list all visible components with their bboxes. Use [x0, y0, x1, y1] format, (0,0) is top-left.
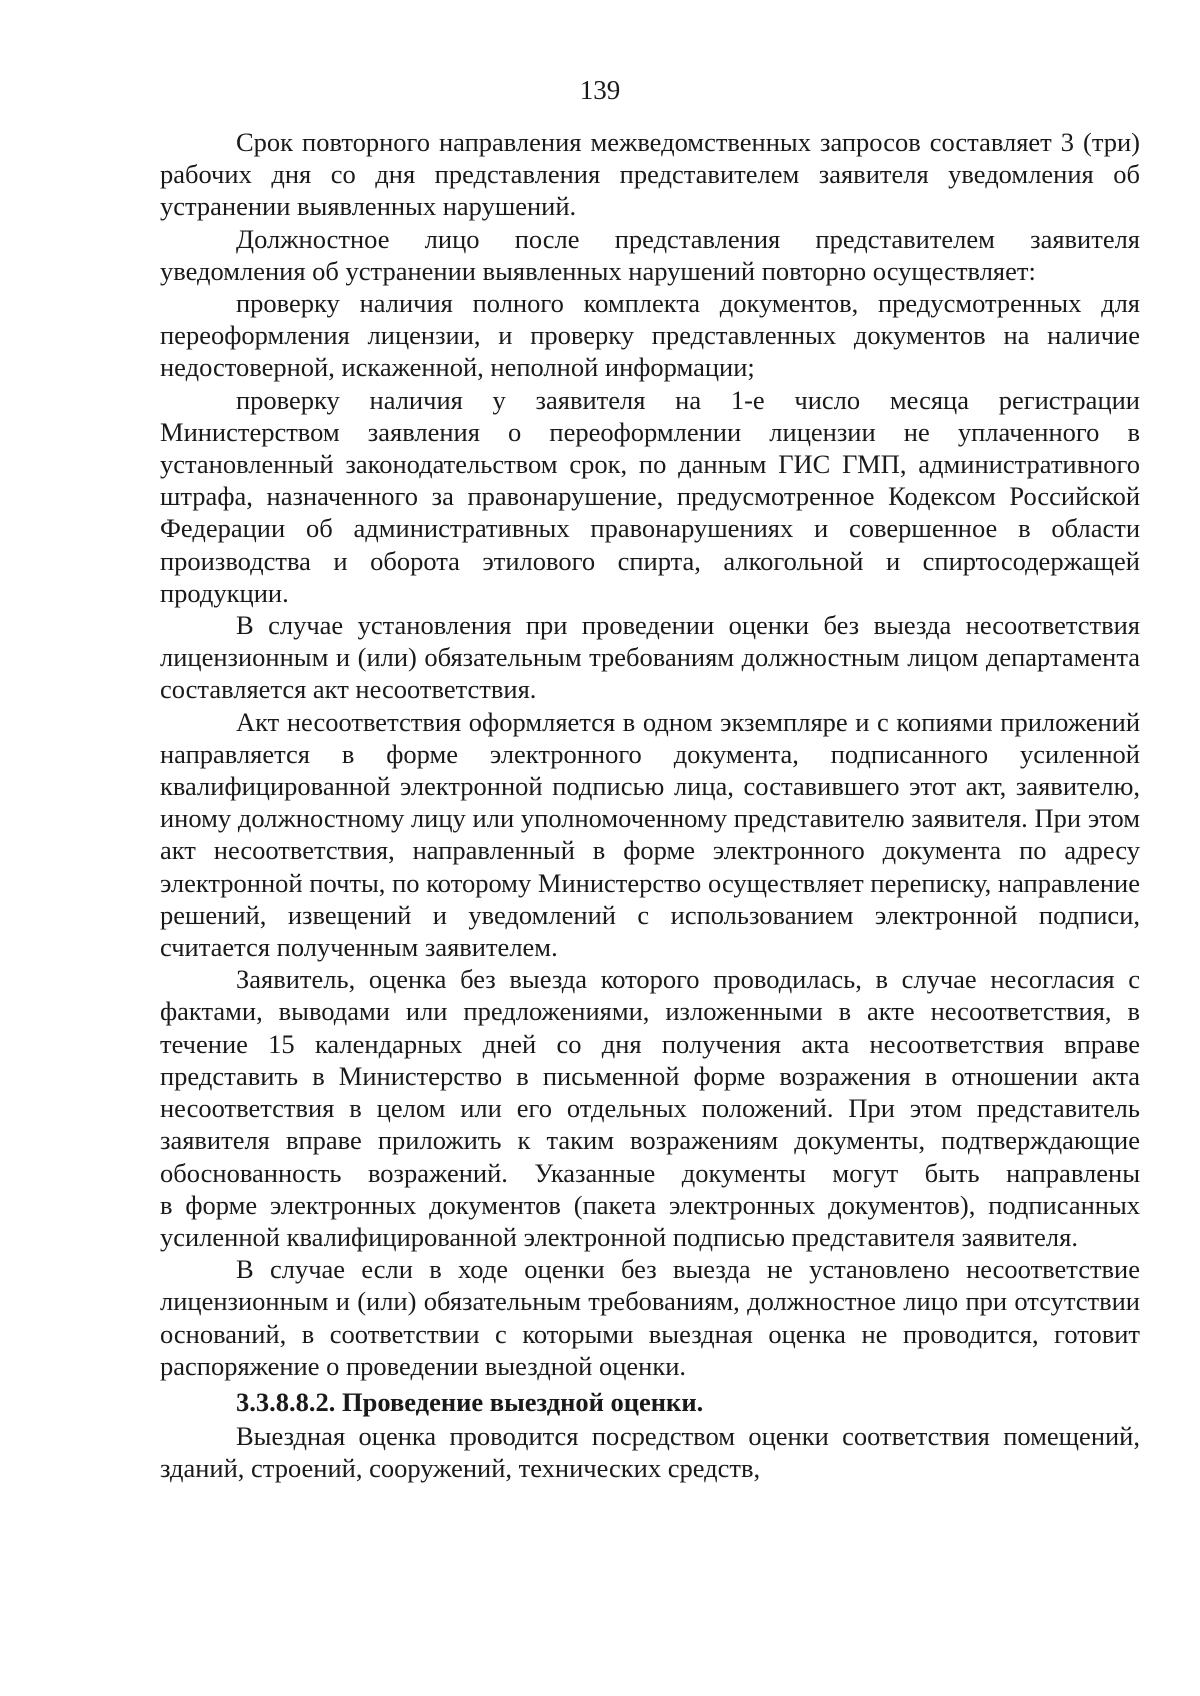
paragraph-applicant-objections: Заявитель, оценка без выезда которого проводилась, в случае несогласия с фактами, выводами или предложениями, изложенными в акте несоответствия, в течение 15 календарных дней со дня получения акта несоответствия вправе представить в Министерство в письменной форме возражения в отношении акта несоответствия в целом или его отдельных положений. При этом представитель заявителя вправе приложить к таким возражениям документы, подтверждающие обоснованность возражений. Указанные документы могут быть направлены: [160, 964, 1140, 1188]
paragraph-requery-deadline: Срок повторного направления межведомственных запросов составляет 3 (три) рабочих дня со дня представления представителем заявителя уведомления об устранении выявленных нарушений.: [160, 127, 1140, 222]
document-body: [160, 126, 1140, 1485]
paragraph-act-delivery: Акт несоответствия оформляется в одном экземпляре и с копиями приложений направляется в форме электронного документа, подписанного усиленной квалифицированной электронной подписью лица, составившего этот акт, заявителю, иному должностному лицу или уполномоченному представителю заявителя. При этом акт несоответствия, направленный в форме электронного документа по адресу электронной почты, по которому Министерство осуществляет переписку, направление решений, извещений и уведомлений с использованием электронной подписи, считается полученным заявителем.: [160, 706, 1140, 963]
paragraph-official-rechecks: Должностное лицо после представления представителем заявителя уведомления об устранении выявленных нарушений повторно осуществляет:: [160, 223, 1140, 286]
paragraph-onsite-assessment: Выездная оценка проводится посредством оценки соответствия помещений, зданий, строений, сооружений, технических средств,: [160, 1421, 1140, 1484]
page-number: 139: [579, 75, 621, 105]
paragraph-check-fines: проверку наличия у заявителя на 1-е число месяца регистрации Министерством заявления о переоформлении лицензии не уплаченного в установленный законодательством срок, по данным ГИС ГМП, административного штрафа, назначенного за правонарушение, предусмотренное Кодексом Российской Федерации об административных правонарушениях и совершенное в области производства и оборота этилового спирта, алкогольной и спиртосодержащей продукции.: [160, 384, 1140, 608]
section-heading: 3.3.8.8.2. Проведение выездной оценки.: [236, 1386, 704, 1417]
paragraph-check-documents: проверку наличия полного комплекта документов, предусмотренных для переоформления лицензии, и проверку представленных документов на наличие недостоверной, искаженной, неполной информации;: [160, 288, 1140, 383]
paragraph-onsite-order: В случае если в ходе оценки без выезда не установлено несоответствие лицензионным и (или) обязательным требованиям, должностное лицо при отсутствии оснований, в соответствии с которыми выездная оценка не проводится, готовит распоряжение о проведении выездной оценки.: [160, 1254, 1140, 1381]
paragraph-objections-electronic: в форме электронных документов (пакета электронных документов), подписанных усиленной квалифицированной электронной подписью представителя заявителя.: [160, 1189, 1140, 1252]
paragraph-nonconformity-act: В случае установления при проведении оценки без выезда несоответствия лицензионным и (или) обязательным требованиям должностным лицом департамента составляется акт несоответствия.: [160, 610, 1140, 705]
